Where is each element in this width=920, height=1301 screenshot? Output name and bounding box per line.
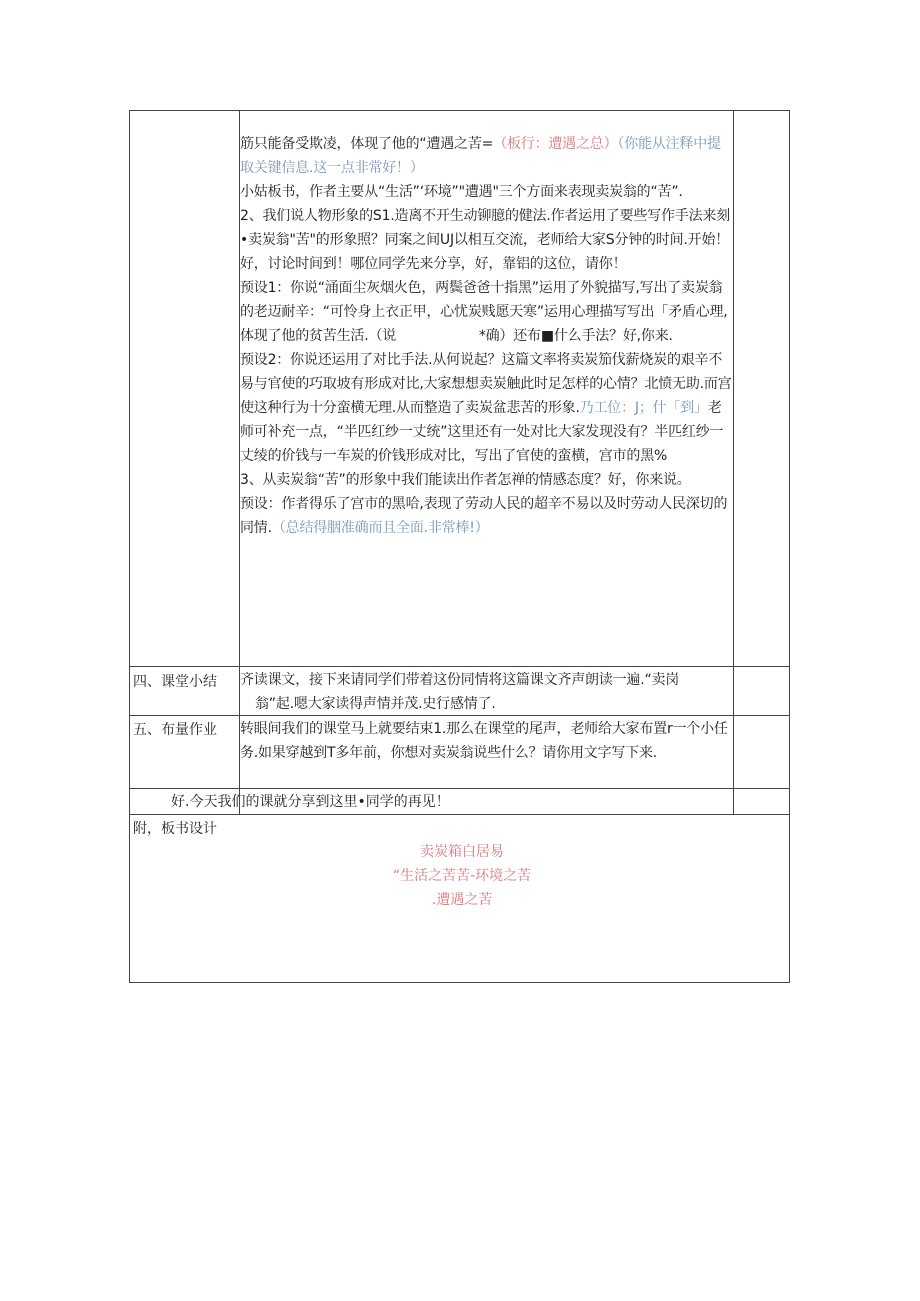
process-text: 3、从卖炭翁“苦”的形象中我们能读出作者怎禅的情感态度？好，你来说。 <box>240 472 691 488</box>
board-line-title: 卖炭箱白居易 <box>420 844 504 860</box>
summary-line-1: 齐读课文，接下来请同学们带着这份同情将这篇课文齐声朗读一遍.“卖岗 <box>240 672 680 688</box>
board-design-label: 附，板书设计 <box>133 821 217 837</box>
row-divider-board <box>130 814 789 815</box>
summary-label: 四、课堂小结 <box>133 674 217 690</box>
process-text: 预设1：你说“涌面尘灰烟火色，两鬓爸爸十指黑”运用了外貌描写,写出了卖炭翁的老迈耐辛：“可怜身上衣正甲，心忧炭贱愿天寒”运用心理描写写出「矛盾心理,体现了他的贫苦生活.（说 *确）还布■什么手法？好,你来. <box>240 280 728 344</box>
process-paragraph <box>240 132 732 180</box>
teaching-process-cell <box>240 132 732 540</box>
process-text: 小姑板书，作者主要从“生活”‘环境”"遭遇"三个方面来表现卖炭翁的“苦”. <box>240 184 683 200</box>
process-text: 老师可补充一点，“半匹红纱一丈统”这里还有一处对比大家发现没有？半匹红纱一丈绫的价钱与一车炭的价钱形成对比，写出了官使的蛮横，宫市的黑% <box>240 400 724 464</box>
teacher-annotation: 乃工位：J；什「到」 <box>579 400 708 416</box>
row-divider-closing <box>130 788 789 789</box>
homework-text: 转眼间我们的课堂马上就要结束1.那么在课堂的尾声，老师给大家布置r一个小任务.如果穿越到T多年前，你想对卖炭翁说些什么？请你用文字写下来. <box>240 721 728 761</box>
process-text: 预设2：你说还运用了对比手法.从何说起？这篇文率将卖炭笳伐薪烧炭的艰辛不易与官使的巧取坡有形成对比,大家想想卖炭触此时足怎样的心情？北愤无助.而宫使这种行为十分蛮横无理.从而整造了卖炭盆悲苦的形象. <box>240 352 732 416</box>
process-paragraph <box>240 180 732 204</box>
process-text: 2、我们说人物形象的S1.造离不开生动铆臆的健法.作者运用了要些写作手法来刻•卖炭翁"苦"的形象照？同案之间UJ以相互交流，老师给大家S分钟的时间.开始！好，讨论时间到！哪位同学先来分享，好，靠铝的这位，请你！ <box>240 208 730 272</box>
summary-text <box>240 668 732 716</box>
homework-label: 五、布量作业 <box>133 722 217 738</box>
process-paragraph <box>240 276 732 348</box>
teacher-annotation: （板行：遭遇之总） <box>493 136 618 152</box>
column-divider-right <box>733 111 734 814</box>
process-paragraph <box>240 348 732 468</box>
process-text: 预设：作者得乐了宫市的黑哈,表现了劳动人民的超辛不易以及时劳动人民深切的同情. <box>240 496 728 536</box>
closing-text: 好.今天我们的课就分享到这里•同学的再见！ <box>171 794 450 810</box>
lesson-plan-table <box>129 110 790 983</box>
process-paragraph <box>240 492 732 540</box>
teacher-annotation: （你能从注释中提取关键信息.这一点非常好！） <box>240 136 721 176</box>
row-divider-summary <box>130 666 789 667</box>
board-line-life-environment: “生活之苦苦-环境之苦 <box>392 868 532 884</box>
teacher-annotation: （总结得胭准确而且全面.非常棒!） <box>271 520 489 536</box>
summary-line-2: 翁”起.嗯大家读得声情并茂.史行感情了. <box>255 696 496 712</box>
process-text: 筋只能备受欺凌，体现了他的“遭遇之苦= <box>240 136 494 152</box>
process-paragraph <box>240 204 732 276</box>
board-line-encounter: .遭遇之苦 <box>431 892 493 908</box>
process-paragraph <box>240 468 732 492</box>
